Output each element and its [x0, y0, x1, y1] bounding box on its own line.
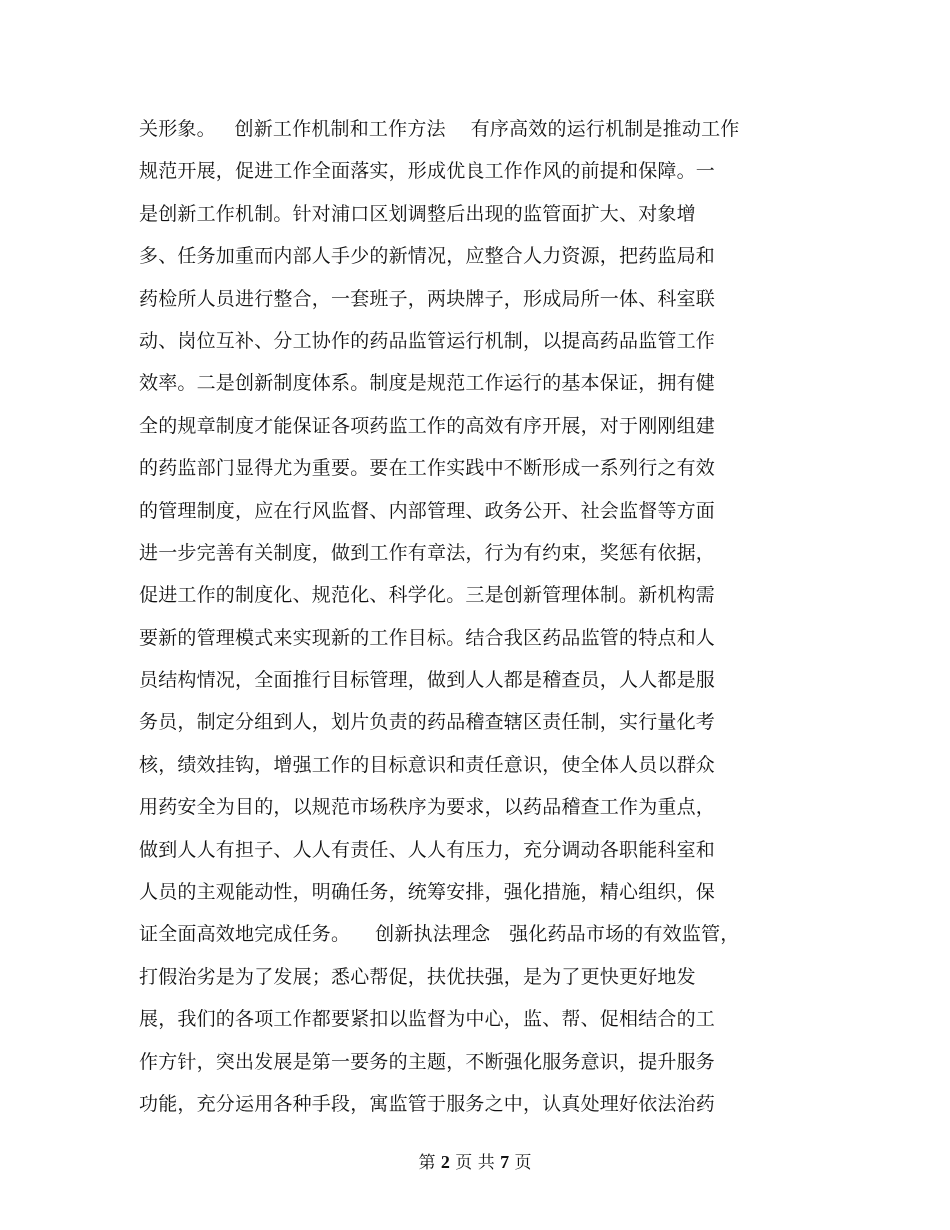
text-line: 人员的主观能动性，明确任务，统筹安排，强化措施，精心组织，保: [139, 881, 716, 904]
text-line: 药检所人员进行整合，一套班子，两块牌子，形成局所一体、科室联: [139, 287, 716, 310]
text-line: 关形象。 创新工作机制和工作方法 有序高效的运行机制是推动工作: [139, 118, 740, 140]
text-line: 全的规章制度才能保证各项药监工作的高效有序开展，对于刚刚组建: [139, 414, 716, 437]
text-line: 作方针，突出发展是第一要务的主题，不断强化服务意识，提升服务: [139, 1050, 716, 1073]
text-line: 促进工作的制度化、规范化、科学化。三是创新管理体制。新机构需: [139, 584, 716, 607]
text-line: 用药安全为目的，以规范市场秩序为要求，以药品稽查工作为重点，: [139, 796, 716, 819]
text-line: 效率。二是创新制度体系。制度是规范工作运行的基本保证，拥有健: [139, 372, 716, 395]
text-line: 多、任务加重而内部人手少的新情况，应整合人力资源，把药监局和: [139, 245, 716, 268]
text-line: 进一步完善有关制度，做到工作有章法，行为有约束，奖惩有依据，: [139, 541, 716, 564]
footer-suffix: 页: [514, 1153, 532, 1173]
current-page-number: 2: [440, 1152, 450, 1172]
text-line: 要新的管理模式来实现新的工作目标。结合我区药品监管的特点和人: [139, 626, 716, 649]
text-line: 的管理制度，应在行风监督、内部管理、政务公开、社会监督等方面: [139, 499, 716, 522]
text-line: 的药监部门显得尤为重要。要在工作实践中不断形成一系列行之有效: [139, 457, 716, 480]
footer-prefix: 第: [418, 1153, 436, 1173]
text-line: 核，绩效挂钩，增强工作的目标意识和责任意识，使全体人员以群众: [139, 753, 716, 776]
text-line: 务员，制定分组到人，划片负责的药品稽查辖区责任制，实行量化考: [139, 711, 716, 734]
total-pages-number: 7: [500, 1152, 510, 1172]
text-line: 功能，充分运用各种手段，寓监管于服务之中，认真处理好依法治药: [139, 1092, 716, 1115]
footer-middle: 页 共: [455, 1153, 495, 1173]
text-line: 打假治劣是为了发展；悉心帮促，扶优扶强，是为了更快更好地发: [139, 965, 696, 988]
text-line: 员结构情况，全面推行目标管理，做到人人都是稽查员，人人都是服: [139, 669, 716, 692]
text-line: 动、岗位互补、分工协作的药品监管运行机制，以提高药品监管工作: [139, 329, 716, 352]
page-footer: [0, 1150, 950, 1175]
text-line: 证全面高效地完成任务。 创新执法理念 强化药品市场的有效监管，: [139, 923, 740, 946]
text-line: 是创新工作机制。针对浦口区划调整后出现的监管面扩大、对象增: [139, 202, 696, 225]
text-line: 展，我们的各项工作都要紧扣以监督为中心，监、帮、促相结合的工: [139, 1008, 716, 1031]
text-line: 做到人人有担子、人人有责任、人人有压力，充分调动各职能科室和: [139, 838, 716, 861]
text-line: 规范开展，促进工作全面落实，形成优良工作作风的前提和保障。一: [139, 160, 716, 183]
body-text: [139, 108, 789, 1125]
